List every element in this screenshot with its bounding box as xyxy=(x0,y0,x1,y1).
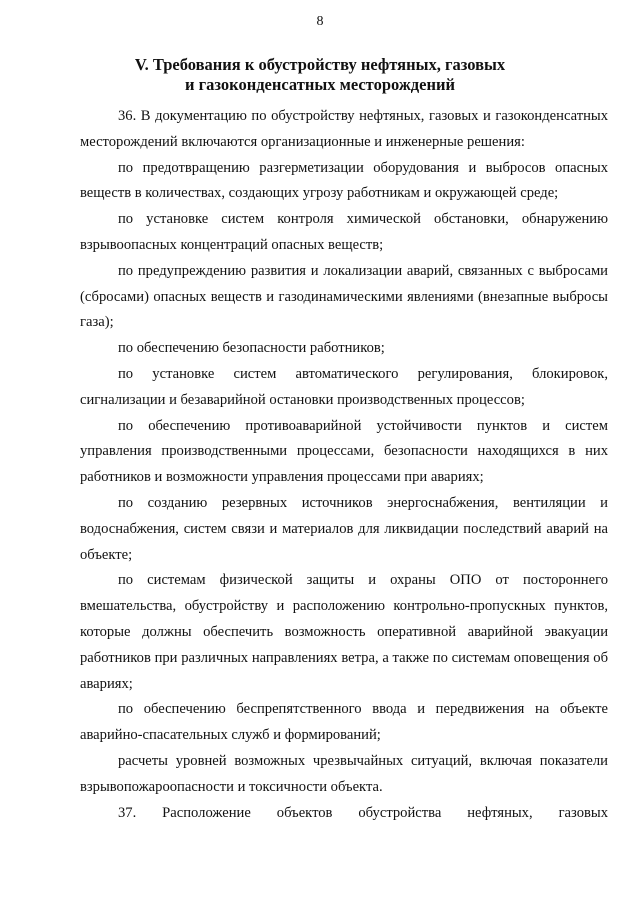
paragraph-item: по обеспечению беспрепятственного ввода и передвижения на объекте аварийно-спасательных служб и формирований; xyxy=(80,701,608,744)
paragraph-item: по предотвращению разгерметизации оборудования и выбросов опасных веществ в количествах, создающих угрозу работникам и окружающей среде; xyxy=(80,159,608,202)
paragraph-37-start: 37. Расположение объектов обустройства нефтяных, газовых xyxy=(118,804,608,821)
paragraph-item: по обеспечению безопасности работников; xyxy=(118,340,385,357)
section-heading xyxy=(60,55,580,95)
paragraph-item: по обеспечению противоаварийной устойчивости пунктов и систем управления производственными процессами, безопасности находящихся в них работников и возможности управления процессами при авариях; xyxy=(80,417,608,486)
section-heading-line-2: и газоконденсатных месторождений xyxy=(185,75,455,94)
paragraph-item: по системам физической защиты и охраны ОПО от постороннего вмешательства, обустройству и расположению контрольно-пропускных пунктов, которые должны обеспечить возможность оперативной аварийной эвакуации работников при различных направлениях ветра, а также по системам оповещения об авариях; xyxy=(80,572,608,692)
page-number: 8 xyxy=(316,14,324,29)
paragraph-item: по установке систем контроля химической обстановки, обнаружению взрывоопасных концентраций опасных веществ; xyxy=(80,211,608,253)
body-text xyxy=(80,104,608,826)
paragraph-36-intro: 36. В документацию по обустройству нефтяных, газовых и газоконденсатных месторождений включаются организационные и инженерные решения: xyxy=(80,108,608,150)
paragraph-item: по созданию резервных источников энергоснабжения, вентиляции и водоснабжения, систем связи и материалов для ликвидации последствий аварий на объекте; xyxy=(80,494,608,563)
paragraph-item: по установке систем автоматического регулирования, блокировок, сигнализации и безаварийной остановки производственных процессов; xyxy=(80,365,608,408)
paragraph-item: расчеты уровней возможных чрезвычайных ситуаций, включая показатели взрывопожароопасности и токсичности объекта. xyxy=(80,752,608,795)
paragraph-item: по предупреждению развития и локализации аварий, связанных с выбросами (сбросами) опасных веществ и газодинамическими явлениями (внезапные выбросы газа); xyxy=(80,262,608,331)
section-heading-line-1: V. Требования к обустройству нефтяных, газовых xyxy=(134,55,506,74)
